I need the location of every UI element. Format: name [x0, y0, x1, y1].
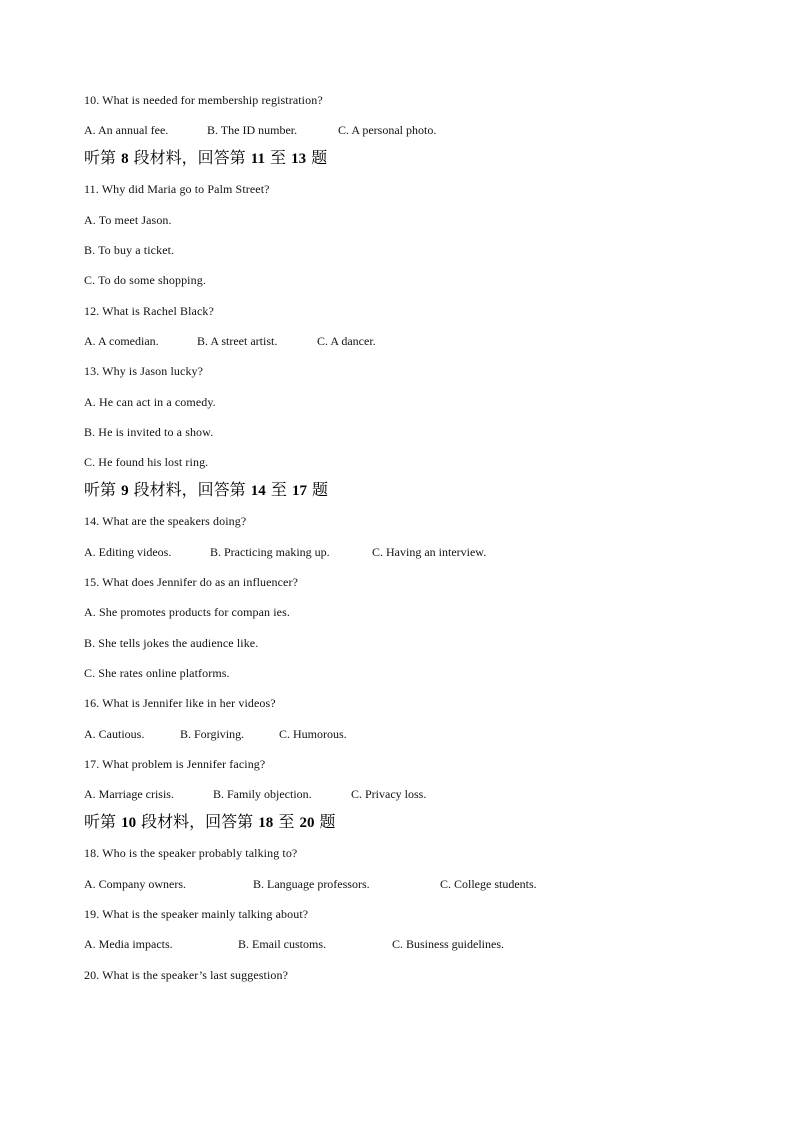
heading-text: 至	[264, 148, 292, 167]
q11-option-b: B. To buy a ticket.	[84, 243, 175, 257]
q10-option-b: B. The ID number.	[207, 123, 298, 137]
q16-option-c: C. Humorous.	[279, 727, 347, 741]
heading-text: 至	[273, 812, 300, 831]
q11-option-c: C. To do some shopping.	[84, 273, 206, 287]
heading-text: 段材料，回答第	[128, 480, 251, 499]
q18-option-c: C. College students.	[440, 877, 537, 891]
heading-text: 题	[306, 148, 328, 167]
question-11: 11. Why did Maria go to Palm Street?	[84, 182, 270, 196]
q12-option-a: A. A comedian.	[84, 334, 159, 348]
q14-option-a: A. Editing videos.	[84, 545, 172, 559]
heading-number: 8	[121, 151, 129, 167]
q13-option-c: C. He found his lost ring.	[84, 455, 209, 469]
heading-text: 至	[265, 480, 292, 499]
heading-number: 11	[250, 151, 265, 167]
q10-option-c: C. A personal photo.	[338, 123, 437, 137]
q11-option-a: A. To meet Jason.	[84, 213, 172, 227]
heading-number: 10	[121, 815, 137, 831]
q16-option-a: A. Cautious.	[84, 727, 145, 741]
heading-number: 18	[258, 815, 274, 831]
heading-text: 听第	[84, 480, 122, 499]
heading-text: 题	[314, 812, 336, 831]
q10-option-a: A. An annual fee.	[84, 123, 169, 137]
heading-number: 20	[299, 815, 315, 831]
heading-number: 17	[291, 483, 307, 499]
q17-option-b: B. Family objection.	[213, 787, 312, 801]
question-20: 20. What is the speaker’s last suggestion?	[84, 968, 289, 982]
q16-option-b: B. Forgiving.	[180, 727, 245, 741]
section-heading-10	[84, 812, 336, 833]
q19-option-c: C. Business guidelines.	[392, 937, 505, 951]
q19-option-b: B. Email customs.	[238, 937, 326, 951]
heading-text: 听第	[84, 148, 122, 167]
heading-text: 段材料，回答第	[136, 812, 259, 831]
q12-option-b: B. A street artist.	[197, 334, 278, 348]
question-17: 17. What problem is Jennifer facing?	[84, 757, 266, 771]
question-13: 13. Why is Jason lucky?	[84, 364, 204, 378]
q15-option-c: C. She rates online platforms.	[84, 666, 230, 680]
q19-option-a: A. Media impacts.	[84, 937, 173, 951]
question-15: 15. What does Jennifer do as an influencer?	[84, 575, 299, 589]
q13-option-b: B. He is invited to a show.	[84, 425, 214, 439]
q17-option-a: A. Marriage crisis.	[84, 787, 174, 801]
q13-option-a: A. He can act in a comedy.	[84, 395, 216, 409]
q18-option-a: A. Company owners.	[84, 877, 186, 891]
q18-option-b: B. Language professors.	[253, 877, 370, 891]
q17-option-c: C. Privacy loss.	[351, 787, 427, 801]
question-16: 16. What is Jennifer like in her videos?	[84, 696, 276, 710]
question-14: 14. What are the speakers doing?	[84, 514, 247, 528]
heading-number: 13	[291, 151, 307, 167]
q12-option-c: C. A dancer.	[317, 334, 376, 348]
question-10: 10. What is needed for membership registration?	[84, 93, 323, 107]
heading-number: 9	[121, 483, 129, 499]
q15-option-a: A. She promotes products for compan ies.	[84, 605, 290, 619]
question-18: 18. Who is the speaker probably talking to?	[84, 846, 298, 860]
q15-option-b: B. She tells jokes the audience like.	[84, 636, 259, 650]
q14-option-c: C. Having an interview.	[372, 545, 487, 559]
heading-text: 听第	[84, 812, 122, 831]
heading-number: 14	[250, 483, 266, 499]
section-heading-9	[84, 480, 328, 501]
q14-option-b: B. Practicing making up.	[210, 545, 330, 559]
section-heading-8	[84, 148, 327, 169]
heading-text: 题	[306, 480, 329, 499]
heading-text: 段材料，回答第	[128, 148, 251, 167]
question-12: 12. What is Rachel Black?	[84, 304, 214, 318]
question-19: 19. What is the speaker mainly talking about?	[84, 907, 309, 921]
